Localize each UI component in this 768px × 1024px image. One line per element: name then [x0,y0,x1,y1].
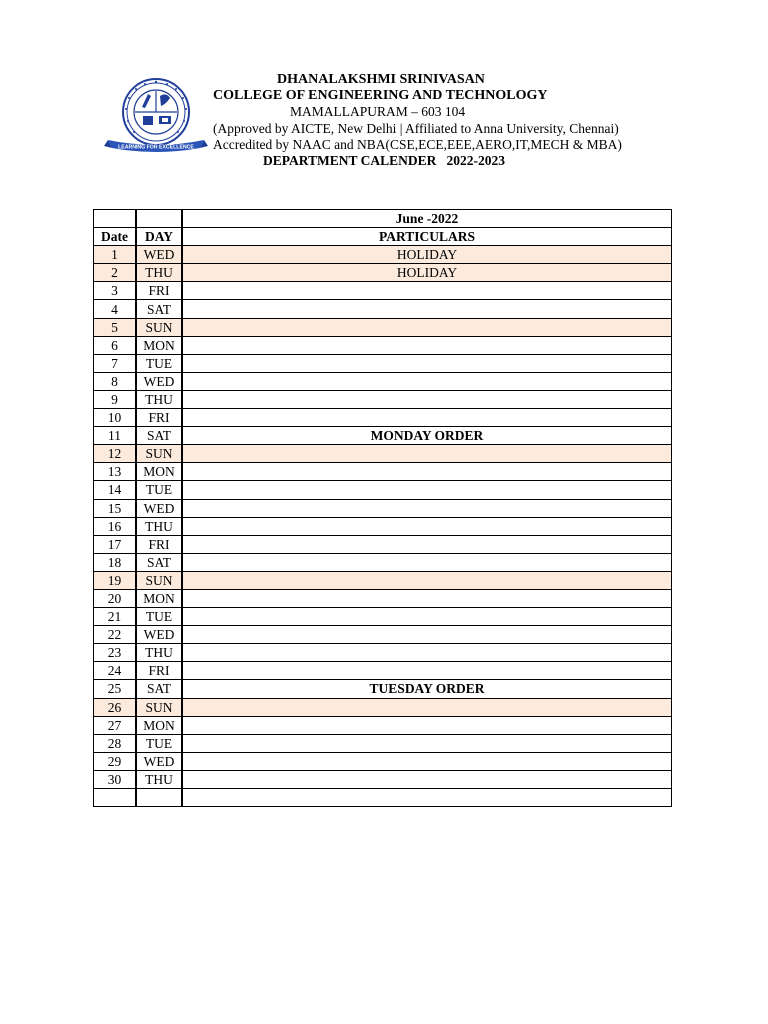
day-cell: THU [136,644,182,662]
table-row [94,716,672,734]
table-row [94,662,672,680]
table-row [94,354,672,372]
particulars-cell [182,354,672,372]
date-cell: 10 [94,409,137,427]
table-row [94,644,672,662]
date-cell: 22 [94,626,137,644]
particulars-cell [182,789,672,807]
date-cell: 24 [94,662,137,680]
table-row [94,499,672,517]
day-cell: TUE [136,481,182,499]
table-row [94,535,672,553]
particulars-cell: HOLIDAY [182,246,672,264]
accreditation-line: Accredited by NAAC and NBA(CSE,ECE,EEE,AERO,IT,MECH & MBA) [213,136,622,152]
day-cell: WED [136,499,182,517]
approval-line: (Approved by AICTE, New Delhi | Affiliated to Anna University, Chennai) [213,120,619,136]
date-cell: 18 [94,553,137,571]
particulars-cell: TUESDAY ORDER [182,680,672,698]
particulars-cell [182,608,672,626]
day-cell: TUE [136,608,182,626]
day-cell: TUE [136,354,182,372]
date-cell: 1 [94,246,137,264]
date-header: Date [94,228,137,246]
month-row [94,210,672,228]
table-row [94,571,672,589]
month-label: June -2022 [182,210,672,228]
date-cell: 21 [94,608,137,626]
particulars-cell [182,698,672,716]
day-cell: FRI [136,282,182,300]
day-cell: WED [136,246,182,264]
particulars-cell [182,716,672,734]
date-cell: 29 [94,752,137,770]
day-cell: MON [136,589,182,607]
table-row [94,608,672,626]
particulars-cell [182,499,672,517]
particulars-cell [182,318,672,336]
table-row [94,517,672,535]
calendar-table [93,209,672,807]
date-cell: 20 [94,589,137,607]
date-cell: 13 [94,463,137,481]
particulars-cell [182,626,672,644]
date-cell: 16 [94,517,137,535]
table-row [94,752,672,770]
particulars-cell [182,336,672,354]
particulars-cell [182,282,672,300]
particulars-cell [182,517,672,535]
date-cell: 9 [94,390,137,408]
day-cell: THU [136,517,182,535]
date-cell: 12 [94,445,137,463]
table-row [94,626,672,644]
particulars-cell [182,662,672,680]
table-row [94,372,672,390]
day-cell: WED [136,626,182,644]
day-cell: TUE [136,734,182,752]
day-cell: SAT [136,300,182,318]
table-row [94,698,672,716]
table-row [94,264,672,282]
date-cell: 25 [94,680,137,698]
table-row [94,734,672,752]
table-row [94,246,672,264]
particulars-cell [182,553,672,571]
day-cell: MON [136,716,182,734]
particulars-cell [182,390,672,408]
day-cell: THU [136,770,182,788]
date-cell: 2 [94,264,137,282]
date-cell: 15 [94,499,137,517]
day-cell: SUN [136,445,182,463]
date-cell: 4 [94,300,137,318]
particulars-cell [182,589,672,607]
college-address: MAMALLAPURAM – 603 104 [290,104,466,120]
svg-text:LEARNING FOR EXCELLENCE: LEARNING FOR EXCELLENCE [118,144,194,151]
table-row [94,553,672,571]
table-row [94,589,672,607]
day-cell [136,789,182,807]
date-cell: 17 [94,535,137,553]
date-cell: 23 [94,644,137,662]
day-cell: MON [136,336,182,354]
day-cell: WED [136,372,182,390]
table-row [94,390,672,408]
day-cell: SUN [136,698,182,716]
college-name-line1: DHANALAKSHMI SRINIVASAN [277,72,485,87]
date-cell: 8 [94,372,137,390]
particulars-header: PARTICULARS [182,228,672,246]
particulars-cell [182,445,672,463]
table-row [94,789,672,807]
date-cell: 3 [94,282,137,300]
day-cell: FRI [136,409,182,427]
table-row [94,481,672,499]
college-name-line2: COLLEGE OF ENGINEERING AND TECHNOLOGY [213,88,548,104]
day-cell: WED [136,752,182,770]
table-row [94,680,672,698]
particulars-cell [182,300,672,318]
date-cell: 26 [94,698,137,716]
particulars-cell [182,372,672,390]
particulars-cell: MONDAY ORDER [182,427,672,445]
table-row [94,318,672,336]
particulars-cell [182,481,672,499]
college-emblem-logo [104,76,208,158]
date-cell: 11 [94,427,137,445]
date-cell: 6 [94,336,137,354]
table-row [94,409,672,427]
table-row [94,427,672,445]
particulars-cell: HOLIDAY [182,264,672,282]
particulars-cell [182,409,672,427]
day-cell: SAT [136,427,182,445]
date-cell: 28 [94,734,137,752]
table-row [94,770,672,788]
particulars-cell [182,644,672,662]
particulars-cell [182,734,672,752]
particulars-cell [182,571,672,589]
day-cell: MON [136,463,182,481]
table-row [94,336,672,354]
day-cell: THU [136,390,182,408]
particulars-cell [182,535,672,553]
day-cell: SUN [136,318,182,336]
day-cell: SAT [136,553,182,571]
day-header: DAY [136,228,182,246]
date-cell: 30 [94,770,137,788]
date-cell: 7 [94,354,137,372]
day-cell: FRI [136,535,182,553]
date-cell: 19 [94,571,137,589]
header-row [94,228,672,246]
date-cell: 27 [94,716,137,734]
calendar-title: DEPARTMENT CALENDER 2022-2023 [263,153,506,169]
date-cell: 5 [94,318,137,336]
table-row [94,282,672,300]
particulars-cell [182,463,672,481]
table-row [94,463,672,481]
day-cell: SAT [136,680,182,698]
table-row [94,300,672,318]
table-row [94,445,672,463]
day-cell: THU [136,264,182,282]
particulars-cell [182,770,672,788]
day-cell: FRI [136,662,182,680]
date-cell [94,789,137,807]
college-header [212,72,654,169]
date-cell: 14 [94,481,137,499]
particulars-cell [182,752,672,770]
day-cell: SUN [136,571,182,589]
